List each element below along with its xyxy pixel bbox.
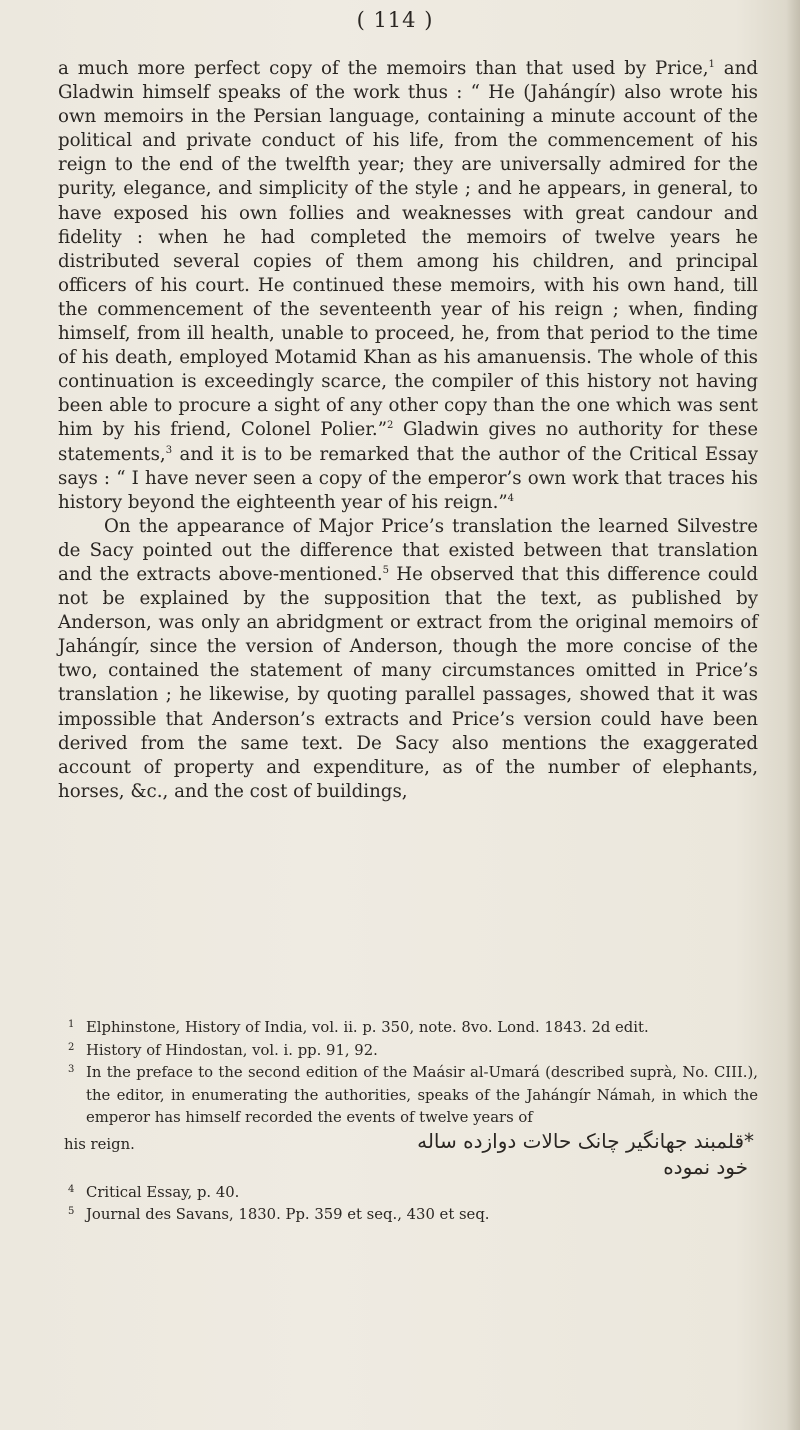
footnote-ref[interactable]: 2 bbox=[387, 420, 394, 432]
footnote-text: Critical Essay, p. 40. bbox=[86, 1183, 240, 1201]
footnote-3-persian bbox=[64, 1130, 758, 1182]
text-run: He observed that this difference could not be explained by the supposition that the text, as published by Anderson, was only an abridgment or extract from the original memoirs of Jahángír, since the version of Anderson, though the more concise of the two, contained the statement of many circumstances omitted in Price’s translation ; he likewise, by quoting parallel passages, showed that it was impossible that Anderson’s extracts and Price’s version could have been derived from the same text. De Sacy also mentions the exaggerated account of property and expenditure, as of the number of elephants, horses, &c., and the cost of buildings, bbox=[58, 563, 758, 802]
footnote-2 bbox=[64, 1040, 758, 1063]
paragraph-2 bbox=[58, 515, 758, 804]
footnotes bbox=[64, 1017, 758, 1227]
persian-quote-line-2: ﺧﻮﺩ ﻧﻤﻮﺩﻩ bbox=[663, 1154, 748, 1179]
page-number: ( 114 ) bbox=[356, 8, 434, 32]
persian-quote-line-1: *ﻗﻠﻤﺒﻨﺪ ﺟﻬﺎﻧﮕﻴﺮ ﭼﺎﻧﮏ ﺣﺎﻻﺕ ﺩﻭﺍﺯﺩﻩ ﺳﺎﻟﻪ bbox=[417, 1128, 754, 1153]
footnote-mark: 3 bbox=[68, 1064, 75, 1075]
footnote-text: Elphinstone, History of India, vol. ii. p. 350, note. 8vo. Lond. 1843. 2d edit. bbox=[86, 1019, 649, 1036]
page-edge-shadow bbox=[786, 0, 800, 1430]
footnote-ref[interactable]: 3 bbox=[165, 444, 173, 456]
body-text bbox=[58, 57, 758, 804]
text-run: On the appearance of Major Price’s translation the learned Silvestre de Sacy pointed out the difference that existed between that translation and the extracts above-mentioned. bbox=[58, 515, 758, 585]
footnote-1 bbox=[64, 1017, 758, 1040]
footnote-3-lead: his reign. bbox=[64, 1135, 135, 1153]
footnote-mark: 2 bbox=[68, 1041, 75, 1053]
text-run: Gladwin gives no authority for these statements, bbox=[58, 419, 759, 465]
footnote-ref[interactable]: 4 bbox=[507, 492, 515, 504]
footnote-mark: 1 bbox=[68, 1019, 75, 1030]
footnote-3 bbox=[64, 1062, 758, 1130]
footnote-text: In the preface to the second edition of the Maásir al-Umará (described suprà, No. CIII.), the editor, in enumerating the authorities, speaks of the Jahángír Námah, in which the emperor has himself recorded the events of twelve years of bbox=[86, 1064, 758, 1126]
footnote-text: Journal des Savans, 1830. Pp. 359 et seq., 430 et seq. bbox=[86, 1206, 490, 1223]
footnote-ref[interactable]: 5 bbox=[382, 564, 390, 576]
footnote-mark: 4 bbox=[68, 1183, 75, 1195]
text-run: and it is to be remarked that the author of the Critical Essay says : “ I have never seen a copy of the emperor’s own work that traces his history beyond the eighteenth year of his reign.” bbox=[58, 443, 758, 513]
paragraph-1 bbox=[58, 57, 758, 515]
footnote-text: History of Hindostan, vol. i. pp. 91, 92. bbox=[86, 1041, 378, 1059]
footnote-4 bbox=[64, 1182, 758, 1205]
text-run: and Gladwin himself speaks of the work thus : “ He (Jahángír) also wrote his own memoirs in the Persian language, containing a minute account of the political and private conduct of his life, from the commencement of his reign to the end of the twelfth year; they are universally admired for the purity, elegance, and simplicity of the style ; and he appears, in general, to have exposed his own follies and weaknesses with great candour and fidelity : when he had completed the memoirs of twelve years he distributed several copies of them among his children, and principal officers of his court. He continued these memoirs, with his own hand, till the commencement of the seventeenth year of his reign ; when, finding himself, from ill health, unable to proceed, he, from that period to the time of his death, employed Motamid Khan as his amanuensis. The whole of this continuation is exceedingly scarce, the compiler of this history not having been able to procure a sight of any other copy than the one which was sent him by his friend, Colonel Polier.” bbox=[58, 58, 758, 441]
footnote-mark: 5 bbox=[68, 1206, 75, 1217]
footnote-5 bbox=[64, 1204, 758, 1227]
footnote-ref[interactable]: 1 bbox=[708, 58, 715, 70]
text-run: a much more perfect copy of the memoirs than that used by Price, bbox=[58, 58, 709, 79]
